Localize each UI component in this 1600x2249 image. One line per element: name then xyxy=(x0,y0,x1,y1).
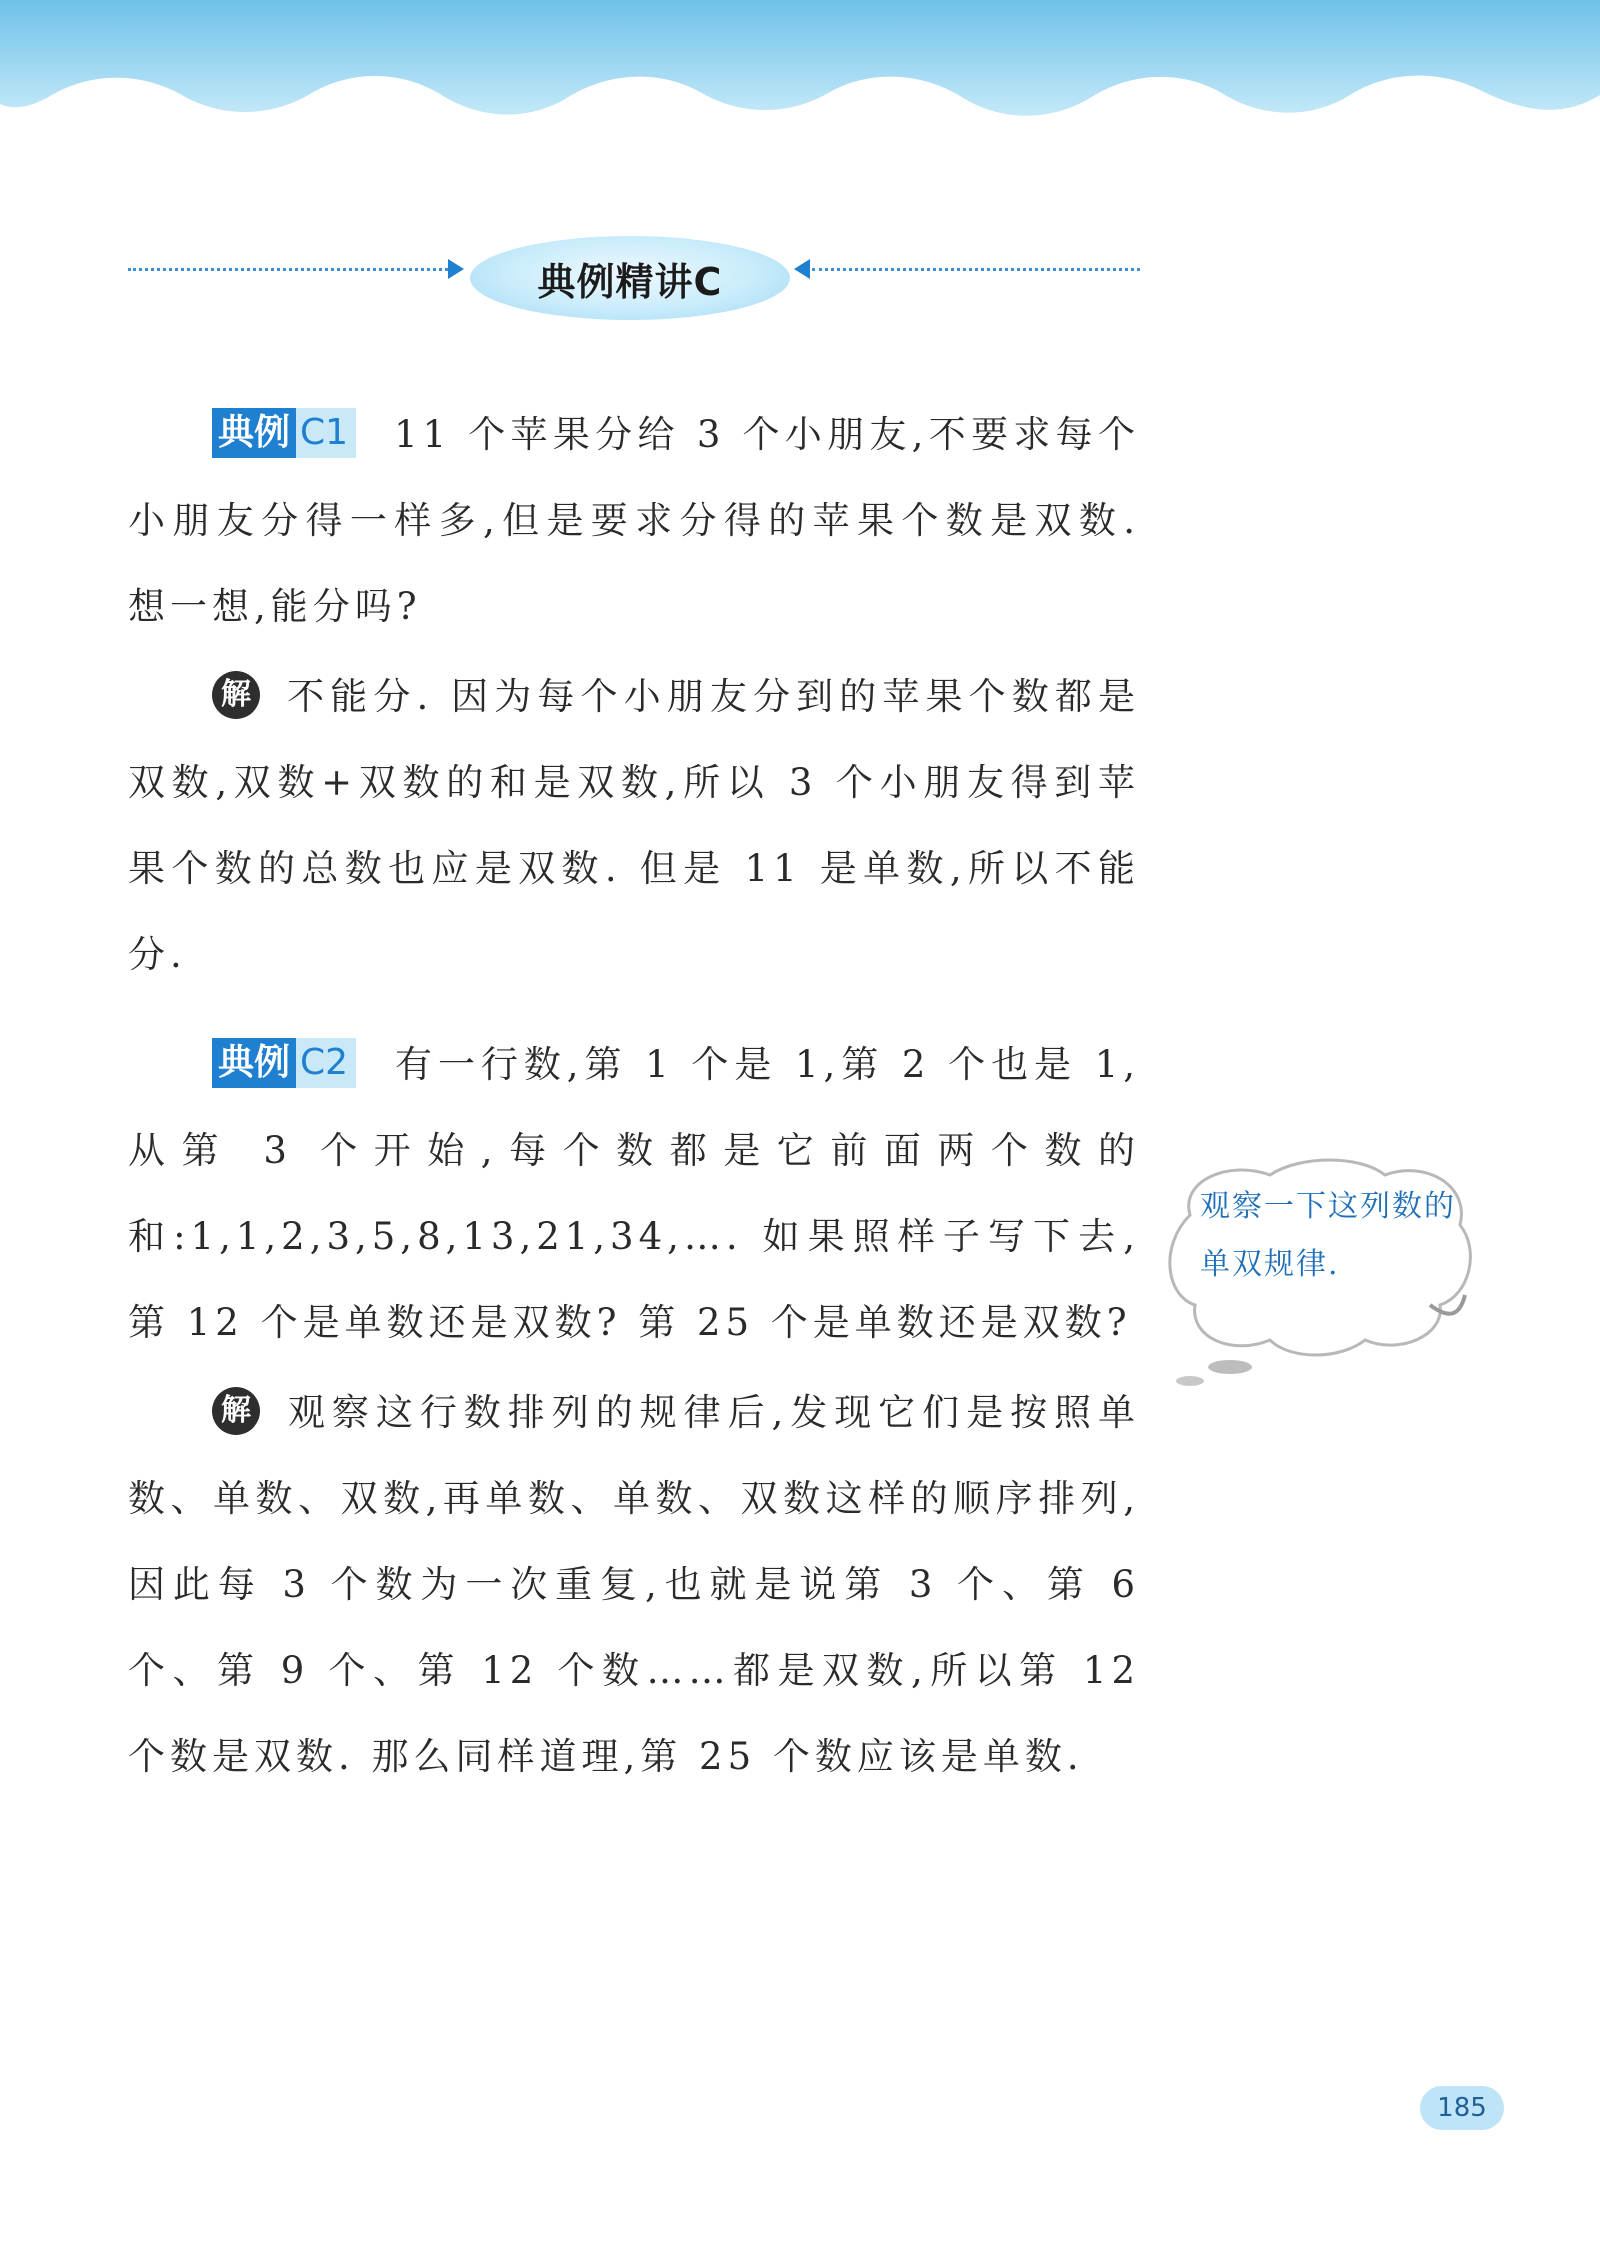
example-c1-answer-text: 不能分. 因为每个小朋友分到的苹果个数都是双数,双数+双数的和是双数,所以 3 个小朋友得到苹果个数的总数也应是双数. 但是 11 是单数,所以不能分. xyxy=(128,675,1140,976)
cloud-sky-header xyxy=(0,0,1600,170)
example-c2-answer-text: 观察这行数排列的规律后,发现它们是按照单数、单数、双数,再单数、单数、双数这样的顺序排列,因此每 3 个数为一次重复,也就是说第 3 个、第 6 个、第 9 个、第 12 个数……都是双数,所以第 12 个数是双数. 那么同样道理,第 25 个数应该是单数. xyxy=(128,1391,1140,1778)
section-title-dotted-line-left xyxy=(128,268,448,271)
example-c2-question-text: 有一行数,第 1 个是 1,第 2 个也是 1,从第 3 个开始,每个数都是它前面两个数的和:1,1,2,3,5,8,13,21,34,…. 如果照样子写下去,第 12 个是单数还是双数? 第 25 个是单数还是双数? xyxy=(128,1043,1140,1344)
example-c2-question xyxy=(128,1022,1140,1366)
example-c1-answer xyxy=(128,654,1140,998)
example-c2-answer xyxy=(128,1370,1140,1800)
example-c1-question xyxy=(128,392,1140,650)
arrow-right-icon xyxy=(448,259,464,279)
section-title-dotted-line-right xyxy=(812,268,1140,271)
section-title: 典例精讲C xyxy=(537,259,723,304)
example-tag-word: 典例 xyxy=(212,408,296,458)
solution-badge-icon: 解 xyxy=(212,671,260,719)
arrow-left-icon xyxy=(794,259,810,279)
example-tag-number: C1 xyxy=(296,408,356,458)
section-title-badge xyxy=(470,236,790,320)
example-tag xyxy=(212,1037,356,1087)
example-c1-question-text: 11 个苹果分给 3 个小朋友,不要求每个小朋友分得一样多,但是要求分得的苹果个数是双数. 想一想,能分吗? xyxy=(128,413,1140,628)
page-number: 185 xyxy=(1420,2086,1504,2130)
example-tag xyxy=(212,407,356,457)
thought-bubble-text: 观察一下这列数的单双规律. xyxy=(1200,1189,1456,1282)
example-tag-number: C2 xyxy=(296,1038,356,1088)
solution-badge-icon: 解 xyxy=(212,1387,260,1435)
example-tag-word: 典例 xyxy=(212,1038,296,1088)
